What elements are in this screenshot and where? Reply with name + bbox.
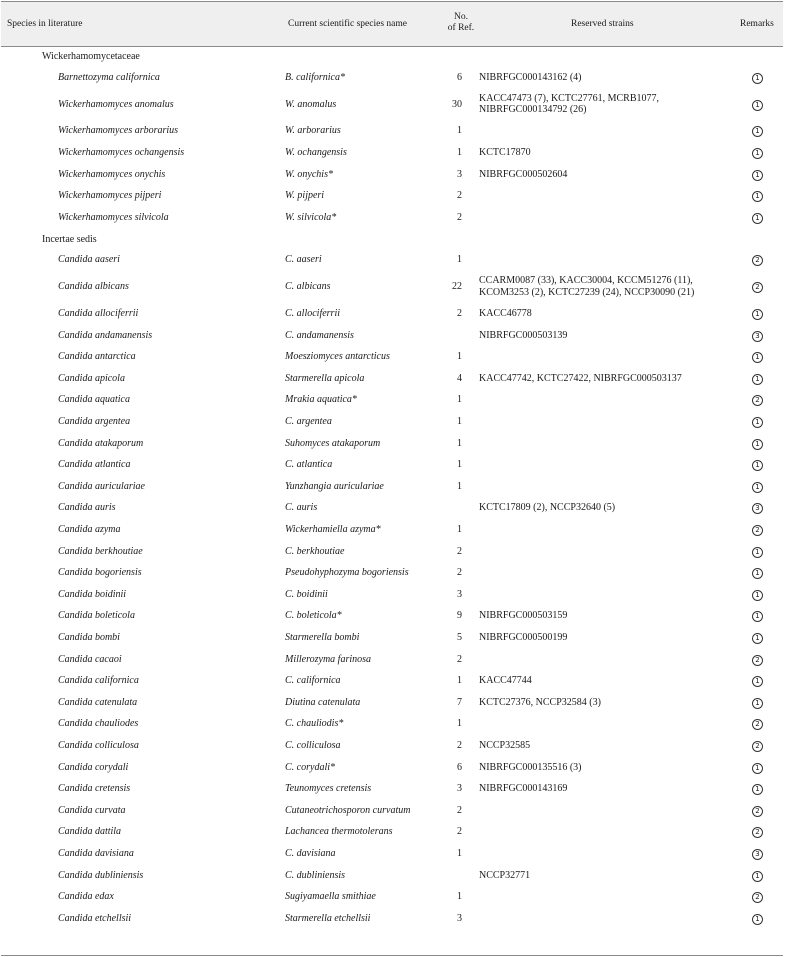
remarks-code [752,125,766,139]
remarks-code [752,459,766,473]
remarks-code [752,805,766,819]
reference-count: 1 [457,394,462,406]
reserved-strains: NIBRFGC000503139 [479,329,568,341]
current-species-name: C. dubliniensis [285,869,346,881]
species-literature-name: Candida catenulata [58,696,138,708]
reference-count: 2 [457,307,462,319]
remarks-circle: 1 [752,633,763,644]
remarks-code [752,394,766,408]
current-species-name: C. colliculosa [285,739,341,751]
reserved-strains: NIBRFGC000503159 [479,610,568,622]
species-literature-name: Candida argentea [58,415,131,427]
remarks-code [752,212,766,226]
table-row [1,142,783,164]
table-row [1,476,783,498]
reserved-strains: KCTC27376, NCCP32584 (3) [479,696,601,708]
remarks-code [752,783,766,797]
current-species-name: C. atlantica [285,459,333,471]
species-literature-name: Candida californica [58,675,139,687]
current-species-name: Suhomyces atakaporum [285,437,381,449]
reference-count: 1 [457,718,462,730]
header-strains: Reserved strains [571,19,634,29]
remarks-circle: 1 [752,417,763,428]
header-ref-count [441,12,481,34]
species-literature-name: Candida aquatica [58,394,130,406]
reference-count: 2 [457,545,462,557]
table-row [1,519,783,541]
header-remarks: Remarks [740,19,774,29]
current-species-name: Moesziomyces antarcticus [285,351,390,363]
remarks-code [752,848,766,862]
remarks-circle: 1 [752,191,763,202]
remarks-circle: 1 [752,547,763,558]
reference-count: 1 [457,351,462,363]
table-row [1,800,783,822]
table-row [1,541,783,563]
remarks-code [752,718,766,732]
table-row [1,303,783,325]
reference-count: 2 [457,804,462,816]
reference-count: 3 [457,912,462,924]
remarks-code [752,416,766,430]
table-row [1,735,783,757]
table-row [1,865,783,887]
reserved-strains: NIBRFGC000143169 [479,783,568,795]
species-literature-name: Candida berkhoutiae [58,545,143,557]
remarks-code [752,72,766,86]
current-species-name: C. californica [285,675,341,687]
species-literature-name: Candida andamanensis [58,329,153,341]
remarks-circle: 2 [752,806,763,817]
table-row [1,757,783,779]
table-row [1,325,783,347]
remarks-circle: 2 [752,282,763,293]
current-species-name: W. ochangensis [285,146,347,158]
current-species-name: C. chauliodis* [285,718,344,730]
reference-count: 1 [457,459,462,471]
reference-count: 2 [457,739,462,751]
table-row [1,670,783,692]
table-row [1,433,783,455]
reserved-strains: KCTC17809 (2), NCCP32640 (5) [479,502,616,514]
reference-count: 6 [457,761,462,773]
current-species-name: W. anomalus [285,98,337,110]
header-species: Species in literature [7,19,83,29]
remarks-circle: 1 [752,170,763,181]
family-label: Incertae sedis [42,233,97,245]
species-literature-name: Candida azyma [58,523,121,535]
current-species-name: Millerozyma farinosa [285,653,372,665]
table-row [1,908,783,930]
remarks-circle: 2 [752,525,763,536]
species-literature-name: Candida dattila [58,826,122,838]
table-row [1,843,783,865]
remarks-circle: 2 [752,741,763,752]
table-row [1,627,783,649]
reserved-strains: NIBRFGC000143162 (4) [479,71,582,83]
current-species-name: C. andamanensis [285,329,354,341]
reserved-strains: NCCP32585 [479,739,531,751]
table-header [1,1,783,47]
current-species-name: Pseudohyphozyma bogoriensis [285,567,409,579]
current-species-name: C. allociferrii [285,307,340,319]
remarks-code [752,147,766,161]
species-literature-name: Candida apicola [58,372,125,384]
current-species-name: C. corydali* [285,761,335,773]
reference-count: 7 [457,696,462,708]
header-ref-line2: of Ref. [447,23,475,33]
remarks-code [752,524,766,538]
table-row [1,778,783,800]
current-species-name: Teunomyces cretensis [285,783,372,795]
reference-count: 6 [457,71,462,83]
remarks-code [752,502,766,516]
species-literature-name: Candida auris [58,502,116,514]
current-species-name: B. californica* [285,71,345,83]
remarks-code [752,254,766,268]
current-species-name: C. albicans [285,281,331,293]
remarks-circle: 1 [752,698,763,709]
reference-count: 4 [457,372,462,384]
table-row [1,649,783,671]
current-species-name: C. aaseri [285,254,322,266]
remarks-circle: 1 [752,914,763,925]
remarks-code [752,870,766,884]
remarks-circle: 1 [752,676,763,687]
current-species-name: Wickerhamiella azyma* [285,523,381,535]
species-literature-name: Candida cretensis [58,783,131,795]
reserved-strains: KCTC17870 [479,146,531,158]
species-literature-name: Candida edax [58,891,114,903]
remarks-circle: 1 [752,460,763,471]
reference-count: 2 [457,211,462,223]
table-row [1,121,783,143]
reference-count: 1 [457,675,462,687]
remarks-code [752,190,766,204]
current-species-name: C. auris [285,502,318,514]
table-row [1,271,783,303]
species-literature-name: Candida etchellsii [58,912,132,924]
current-species-name: C. davisiana [285,847,336,859]
current-species-name: C. boleticola* [285,610,342,622]
species-literature-name: Candida davisiana [58,847,134,859]
species-literature-name: Candida curvata [58,804,126,816]
reference-count: 3 [457,783,462,795]
reference-count: 3 [457,588,462,600]
reference-count: 1 [457,480,462,492]
current-species-name: Mrakia aquatica* [285,394,357,406]
table-row [1,207,783,229]
remarks-circle: 2 [752,655,763,666]
table-row [1,164,783,186]
remarks-code [752,546,766,560]
remarks-circle: 2 [752,892,763,903]
remarks-circle: 1 [752,73,763,84]
reserved-strains: NIBRFGC000135516 (3) [479,761,582,773]
table-row [1,368,783,390]
remarks-code [752,697,766,711]
current-species-name: C. argentea [285,415,332,427]
remarks-circle: 1 [752,100,763,111]
table-row [1,822,783,844]
remarks-code [752,654,766,668]
table-row [1,390,783,412]
table-row [1,250,783,272]
remarks-circle: 1 [752,309,763,320]
reference-count: 2 [457,567,462,579]
species-literature-name: Candida albicans [58,281,129,293]
reserved-strains: KACC46778 [479,307,532,319]
reference-count: 9 [457,610,462,622]
current-species-name: Starmerella bombi [285,631,360,643]
table-row [1,714,783,736]
species-literature-name: Candida dubliniensis [58,869,144,881]
species-literature-name: Wickerhamomyces arborarius [58,125,179,137]
species-literature-name: Wickerhamomyces onychis [58,168,166,180]
reserved-strains: NIBRFGC000502604 [479,168,568,180]
remarks-code [752,330,766,344]
reference-count: 1 [457,847,462,859]
species-literature-name: Candida boidinii [58,588,127,600]
current-species-name: Diutina catenulata [285,696,361,708]
remarks-code [752,891,766,905]
species-literature-name: Candida chauliodes [58,718,139,730]
reserved-strains: KACC47744 [479,675,532,687]
current-species-name: C. boidinii [285,588,328,600]
table-row [1,606,783,628]
species-literature-name: Wickerhamomyces silvicola [58,211,169,223]
species-literature-name: Candida bogoriensis [58,567,142,579]
remarks-code [752,589,766,603]
remarks-circle: 2 [752,827,763,838]
remarks-code [752,169,766,183]
remarks-code [752,826,766,840]
remarks-code [752,99,766,113]
current-species-name: Sugiyamaella smithiae [285,891,376,903]
species-literature-name: Wickerhamomyces anomalus [58,98,174,110]
remarks-circle: 1 [752,590,763,601]
remarks-code [752,281,766,295]
remarks-code [752,632,766,646]
remarks-circle: 1 [752,482,763,493]
current-species-name: W. arborarius [285,125,341,137]
remarks-circle: 1 [752,126,763,137]
reference-count: 1 [457,437,462,449]
table-row [1,185,783,207]
reference-count: 2 [457,826,462,838]
remarks-code [752,610,766,624]
reference-count: 3 [457,168,462,180]
remarks-circle: 1 [752,763,763,774]
remarks-circle: 1 [752,871,763,882]
species-literature-name: Wickerhamomyces pijperi [58,190,162,202]
table-row [1,498,783,520]
species-literature-name: Candida atakaporum [58,437,144,449]
remarks-circle: 1 [752,148,763,159]
table-row [1,411,783,433]
remarks-circle: 2 [752,395,763,406]
table-row [1,584,783,606]
remarks-circle: 1 [752,374,763,385]
species-literature-name: Candida allociferrii [58,307,139,319]
remarks-circle: 1 [752,784,763,795]
species-literature-name: Candida auriculariae [58,480,145,492]
remarks-code [752,675,766,689]
remarks-circle: 1 [752,439,763,450]
species-literature-name: Candida colliculosa [58,739,139,751]
header-ref-line1: No. [454,12,468,22]
species-literature-name: Candida atlantica [58,459,131,471]
reserved-strains: KACC47473 (7), KCTC27761, MCRB1077, NIBRFGC000134792 (26) [479,92,660,116]
reference-count: 1 [457,415,462,427]
reserved-strains: CCARM0087 (33), KACC30004, KCCM51276 (11), KCOM3253 (2), KCTC27239 (24), NCCP30090 (21) [479,275,695,298]
remarks-code [752,913,766,927]
species-literature-name: Candida antarctica [58,351,136,363]
current-species-name: C. berkhoutiae [285,545,345,557]
reserved-strains: NIBRFGC000500199 [479,631,568,643]
reserved-strains: KACC47742, KCTC27422, NIBRFGC000503137 [479,372,682,384]
current-species-name: Yunzhangia auriculariae [285,480,384,492]
remarks-circle: 1 [752,213,763,224]
current-species-name: W. pijperi [285,190,325,202]
reference-count: 1 [457,146,462,158]
species-literature-name: Candida boleticola [58,610,135,622]
remarks-circle: 1 [752,611,763,622]
current-species-name: Starmerella apicola [285,372,365,384]
species-literature-name: Candida bombi [58,631,120,643]
species-literature-name: Barnettozyma californica [58,71,160,83]
table-row [1,562,783,584]
remarks-code [752,438,766,452]
reference-count: 5 [457,631,462,643]
table-row [1,89,783,121]
remarks-circle: 2 [752,255,763,266]
species-literature-name: Candida cacaoi [58,653,122,665]
bottom-rule [1,955,783,956]
reference-count: 1 [457,523,462,535]
remarks-circle: 1 [752,352,763,363]
family-label: Wickerhamomycetaceae [42,51,140,62]
remarks-code [752,740,766,754]
species-literature-name: Candida aaseri [58,254,120,266]
table-row [1,886,783,908]
remarks-circle: 3 [752,331,763,342]
reference-count: 1 [457,254,462,266]
remarks-code [752,481,766,495]
current-species-name: Cutaneotrichosporon curvatum [285,804,411,816]
remarks-circle: 3 [752,849,763,860]
reference-count: 2 [457,653,462,665]
current-species-name: W. silvicola* [285,211,337,223]
species-literature-name: Candida corydali [58,761,129,773]
reserved-strains: NCCP32771 [479,869,531,881]
current-species-name: Lachancea thermotolerans [285,826,393,838]
table-row [1,454,783,476]
remarks-code [752,373,766,387]
table-row [1,67,783,89]
table-row [1,346,783,368]
remarks-code [752,308,766,322]
remarks-circle: 1 [752,568,763,579]
remarks-code [752,762,766,776]
header-current-name: Current scientific species name [288,19,407,29]
remarks-circle: 3 [752,503,763,514]
table-row [1,692,783,714]
current-species-name: W. onychis* [285,168,333,180]
reference-count: 1 [457,125,462,137]
species-literature-name: Wickerhamomyces ochangensis [58,146,185,158]
remarks-code [752,567,766,581]
reference-count: 22 [452,281,462,293]
remarks-circle: 2 [752,719,763,730]
current-species-name: Starmerella etchellsii [285,912,371,924]
remarks-code [752,351,766,365]
reference-count: 1 [457,891,462,903]
reference-count: 2 [457,190,462,202]
reference-count: 30 [452,98,462,110]
